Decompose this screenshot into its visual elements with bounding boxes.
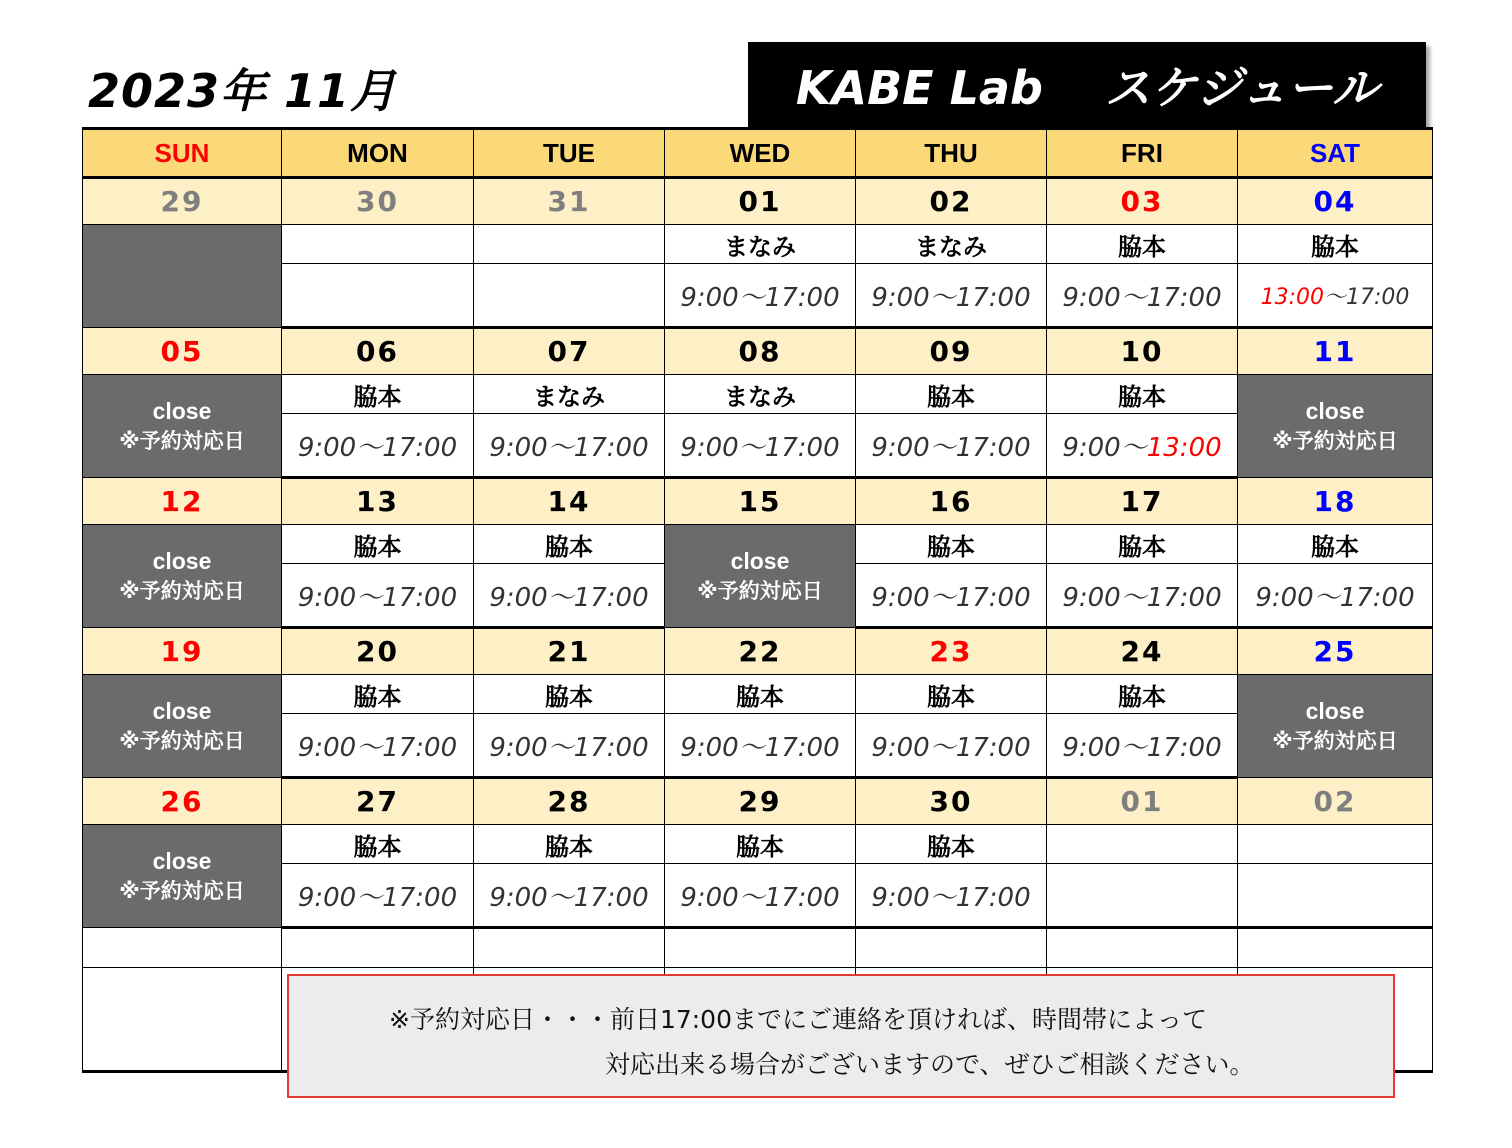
date-cell: 27: [282, 778, 474, 825]
closed-label: close: [1305, 398, 1365, 424]
closed-label: close: [152, 848, 212, 874]
staff-cell: 脇本: [1238, 225, 1433, 264]
date-cell: 02: [1238, 778, 1433, 825]
week-5-dates: [83, 778, 1433, 825]
staff-cell: 脇本: [474, 525, 665, 564]
hours-cell: 9:00～17:00: [856, 714, 1047, 778]
date-cell: 24: [1047, 628, 1238, 675]
week-2-dates: [83, 328, 1433, 375]
weekday-thu: THU: [856, 129, 1047, 178]
note-line-2: 対応出来る場合がございますので、ぜひご相談ください。: [605, 1050, 1255, 1079]
date-cell: 01: [665, 178, 856, 225]
hours-end: ～17:00: [1324, 284, 1410, 310]
hours-cell: [282, 264, 474, 328]
hours-cell: 9:00～17:00: [856, 264, 1047, 328]
date-cell: 06: [282, 328, 474, 375]
staff-cell: 脇本: [282, 825, 474, 864]
closed-cell: [665, 525, 856, 628]
staff-cell: 脇本: [282, 675, 474, 714]
staff-cell: 脇本: [856, 675, 1047, 714]
date-cell: 17: [1047, 478, 1238, 525]
staff-cell: まなみ: [665, 375, 856, 414]
staff-cell: 脇本: [665, 675, 856, 714]
hours-cell: 9:00～17:00: [1047, 264, 1238, 328]
weekday-wed: WED: [665, 129, 856, 178]
staff-cell: 脇本: [474, 825, 665, 864]
closed-cell: [1238, 675, 1433, 778]
date-cell: 02: [856, 178, 1047, 225]
week-1-dates: [83, 178, 1433, 225]
date-cell: 30: [856, 778, 1047, 825]
closed-cell: [83, 675, 282, 778]
calendar-table: [82, 127, 1433, 1073]
closed-label: close: [730, 548, 790, 574]
date-cell: 11: [1238, 328, 1433, 375]
weekday-header-row: [83, 129, 1433, 178]
staff-cell: 脇本: [856, 375, 1047, 414]
closed-note: ※予約対応日: [119, 729, 245, 753]
staff-cell: 脇本: [474, 675, 665, 714]
week-1-staff: [83, 225, 1433, 264]
footer-row-1: [83, 928, 1433, 968]
date-cell: 26: [83, 778, 282, 825]
hours-start: 13:00: [1260, 284, 1324, 310]
staff-cell: 脇本: [1047, 375, 1238, 414]
date-cell: 25: [1238, 628, 1433, 675]
date-cell: 16: [856, 478, 1047, 525]
hours-cell: 9:00～17:00: [665, 264, 856, 328]
closed-note: ※予約対応日: [697, 579, 823, 603]
staff-cell: 脇本: [282, 375, 474, 414]
closed-note: ※予約対応日: [119, 579, 245, 603]
hours-cell: [1238, 264, 1433, 328]
date-cell: 10: [1047, 328, 1238, 375]
hours-cell: [1238, 864, 1433, 928]
closed-cell: [1238, 375, 1433, 478]
hours-cell: 9:00～17:00: [856, 564, 1047, 628]
date-cell: 14: [474, 478, 665, 525]
week-3-dates: [83, 478, 1433, 525]
weekday-mon: MON: [282, 129, 474, 178]
weekday-sat: SAT: [1238, 129, 1433, 178]
date-cell: 29: [83, 178, 282, 225]
staff-cell: [474, 225, 665, 264]
date-cell: 21: [474, 628, 665, 675]
closed-note: ※予約対応日: [1272, 429, 1398, 453]
date-cell: 28: [474, 778, 665, 825]
hours-end: 13:00: [1146, 432, 1222, 463]
blank-cell: [83, 968, 282, 1072]
hours-cell: 9:00～17:00: [282, 414, 474, 478]
hours-cell: 9:00～17:00: [474, 714, 665, 778]
week-2-hours: [83, 414, 1433, 478]
weekday-fri: FRI: [1047, 129, 1238, 178]
blank-cell: [282, 928, 474, 968]
hours-cell: 9:00～17:00: [1047, 714, 1238, 778]
date-cell: 13: [282, 478, 474, 525]
date-cell: 07: [474, 328, 665, 375]
weekday-sun: SUN: [83, 129, 282, 178]
hours-cell: [1047, 414, 1238, 478]
closed-cell: [83, 375, 282, 478]
hours-cell: 9:00～17:00: [1238, 564, 1433, 628]
reservation-note-box: [287, 974, 1395, 1098]
closed-note: ※予約対応日: [119, 429, 245, 453]
hours-cell: 9:00～17:00: [665, 414, 856, 478]
week-1-hours: [83, 264, 1433, 328]
hours-cell: 9:00～17:00: [474, 864, 665, 928]
date-cell: 09: [856, 328, 1047, 375]
week-2-staff: [83, 375, 1433, 414]
date-cell: 12: [83, 478, 282, 525]
hours-cell: 9:00～17:00: [856, 414, 1047, 478]
week-5-hours: [83, 864, 1433, 928]
staff-cell: [1238, 825, 1433, 864]
note-line-1: ※予約対応日・・・前日17:00までにご連絡を頂ければ、時間帯によって: [389, 1005, 1207, 1034]
staff-cell: 脇本: [1238, 525, 1433, 564]
hours-cell: 9:00～17:00: [665, 714, 856, 778]
date-cell: 23: [856, 628, 1047, 675]
empty-gray-cell: [83, 225, 282, 328]
closed-cell: [83, 825, 282, 928]
hours-cell: 9:00～17:00: [282, 714, 474, 778]
staff-cell: [282, 225, 474, 264]
date-cell: 19: [83, 628, 282, 675]
staff-cell: [1047, 825, 1238, 864]
staff-cell: まなみ: [474, 375, 665, 414]
hours-cell: [1047, 864, 1238, 928]
date-cell: 01: [1047, 778, 1238, 825]
date-cell: 03: [1047, 178, 1238, 225]
date-cell: 31: [474, 178, 665, 225]
brand-banner: KABE Lab スケジュール: [748, 42, 1426, 128]
staff-cell: 脇本: [665, 825, 856, 864]
closed-label: close: [152, 698, 212, 724]
blank-cell: [665, 928, 856, 968]
date-cell: 29: [665, 778, 856, 825]
week-3-staff: [83, 525, 1433, 564]
week-4-dates: [83, 628, 1433, 675]
staff-cell: 脇本: [856, 825, 1047, 864]
date-cell: 20: [282, 628, 474, 675]
blank-cell: [83, 928, 282, 968]
closed-label: close: [152, 398, 212, 424]
week-4-staff: [83, 675, 1433, 714]
staff-cell: 脇本: [282, 525, 474, 564]
date-cell: 30: [282, 178, 474, 225]
closed-note: ※予約対応日: [1272, 729, 1398, 753]
date-cell: 22: [665, 628, 856, 675]
blank-cell: [1047, 928, 1238, 968]
hours-cell: 9:00～17:00: [1047, 564, 1238, 628]
closed-cell: [83, 525, 282, 628]
hours-start: 9:00～: [1062, 432, 1147, 463]
hours-cell: 9:00～17:00: [474, 414, 665, 478]
blank-cell: [1238, 928, 1433, 968]
hours-cell: 9:00～17:00: [282, 564, 474, 628]
hours-cell: [474, 264, 665, 328]
blank-cell: [474, 928, 665, 968]
blank-cell: [856, 928, 1047, 968]
hours-cell: 9:00～17:00: [282, 864, 474, 928]
hours-cell: 9:00～17:00: [665, 864, 856, 928]
staff-cell: 脇本: [856, 525, 1047, 564]
date-cell: 18: [1238, 478, 1433, 525]
date-cell: 04: [1238, 178, 1433, 225]
week-5-staff: [83, 825, 1433, 864]
date-cell: 08: [665, 328, 856, 375]
weekday-tue: TUE: [474, 129, 665, 178]
staff-cell: 脇本: [1047, 675, 1238, 714]
date-cell: 15: [665, 478, 856, 525]
date-cell: 05: [83, 328, 282, 375]
week-4-hours: [83, 714, 1433, 778]
hours-cell: 9:00～17:00: [474, 564, 665, 628]
hours-cell: 9:00～17:00: [856, 864, 1047, 928]
closed-label: close: [1305, 698, 1365, 724]
closed-label: close: [152, 548, 212, 574]
page-title: 2023年 11月: [88, 64, 398, 118]
staff-cell: まなみ: [856, 225, 1047, 264]
closed-note: ※予約対応日: [119, 879, 245, 903]
staff-cell: 脇本: [1047, 225, 1238, 264]
staff-cell: 脇本: [1047, 525, 1238, 564]
staff-cell: まなみ: [665, 225, 856, 264]
